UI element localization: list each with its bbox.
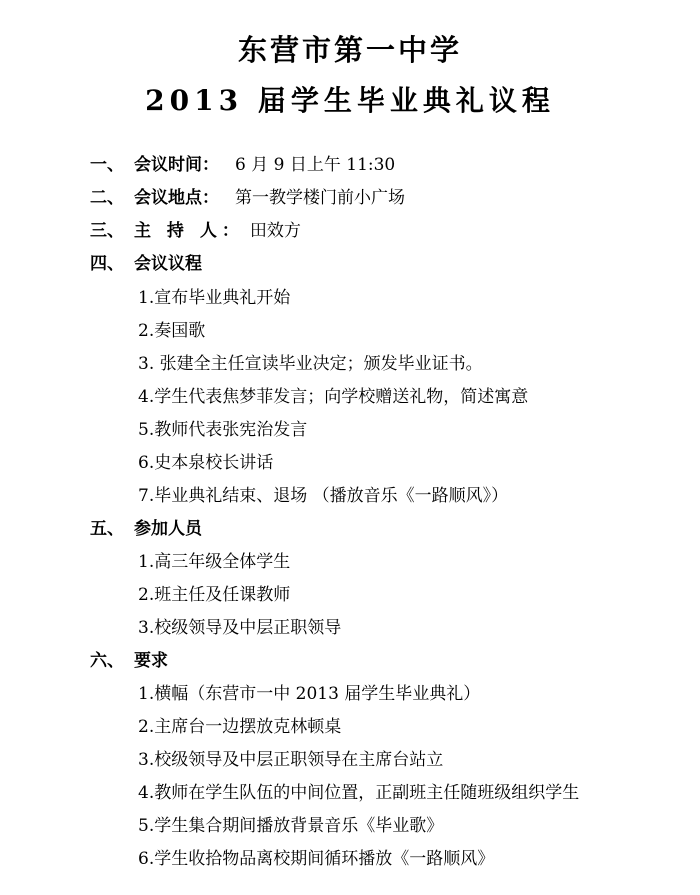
host-value: 田效方 (249, 221, 301, 241)
section-label: 参加人员 (134, 519, 202, 539)
section-location (90, 183, 405, 208)
section-label: 主 持 人： (134, 221, 244, 241)
requirement-item: 4.教师在学生队伍的中间位置，正副班主任随班级组织学生 (138, 783, 580, 803)
section-label: 会议时间： (134, 155, 219, 175)
requirement-item: 6.学生收拾物品离校期间循环播放《一路顺风》 (138, 849, 495, 869)
requirement-item: 2.主席台一边摆放克林顿桌 (138, 717, 342, 737)
meeting-time-value: 6 月 9 日上午 11:30 (235, 155, 396, 175)
section-label: 要求 (134, 651, 168, 671)
section-participants (90, 514, 202, 539)
meeting-location-value: 第一教学楼门前小广场 (235, 188, 405, 208)
section-agenda (90, 249, 202, 274)
agenda-item: 5.教师代表张宪治发言 (138, 420, 308, 440)
section-number: 五、 (90, 519, 124, 539)
agenda-item: 1.宣布毕业典礼开始 (138, 288, 291, 308)
participant-item: 1.高三年级全体学生 (138, 552, 291, 572)
document-title: 2013 届学生毕业典礼议程 (145, 84, 555, 117)
agenda-item: 6.史本泉校长讲话 (138, 453, 274, 473)
agenda-item: 2.奏国歌 (138, 321, 206, 341)
school-title: 东营市第一中学 (237, 33, 462, 67)
section-requirements (90, 646, 168, 671)
section-label: 会议议程 (134, 254, 202, 274)
section-number: 一、 (90, 155, 124, 175)
requirement-item: 1.横幅（东营市一中 2013 届学生毕业典礼） (138, 684, 481, 704)
requirement-item: 5.学生集合期间播放背景音乐《毕业歌》 (138, 816, 444, 836)
section-label: 会议地点： (134, 188, 219, 208)
section-number: 三、 (90, 221, 124, 241)
section-time (90, 150, 395, 175)
agenda-item: 4.学生代表焦梦菲发言；向学校赠送礼物，简述寓意 (138, 387, 529, 407)
agenda-item: 7.毕业典礼结束、退场 （播放音乐《一路顺风》） (138, 486, 509, 506)
participant-item: 3.校级领导及中层正职领导 (138, 618, 342, 638)
participant-item: 2.班主任及任课教师 (138, 585, 291, 605)
section-number: 二、 (90, 188, 124, 208)
agenda-item: 3. 张建全主任宣读毕业决定；颁发毕业证书。 (138, 354, 483, 374)
section-host (90, 216, 301, 241)
section-number: 四、 (90, 254, 124, 274)
requirement-item: 3.校级领导及中层正职领导在主席台站立 (138, 750, 444, 770)
section-number: 六、 (90, 651, 124, 671)
